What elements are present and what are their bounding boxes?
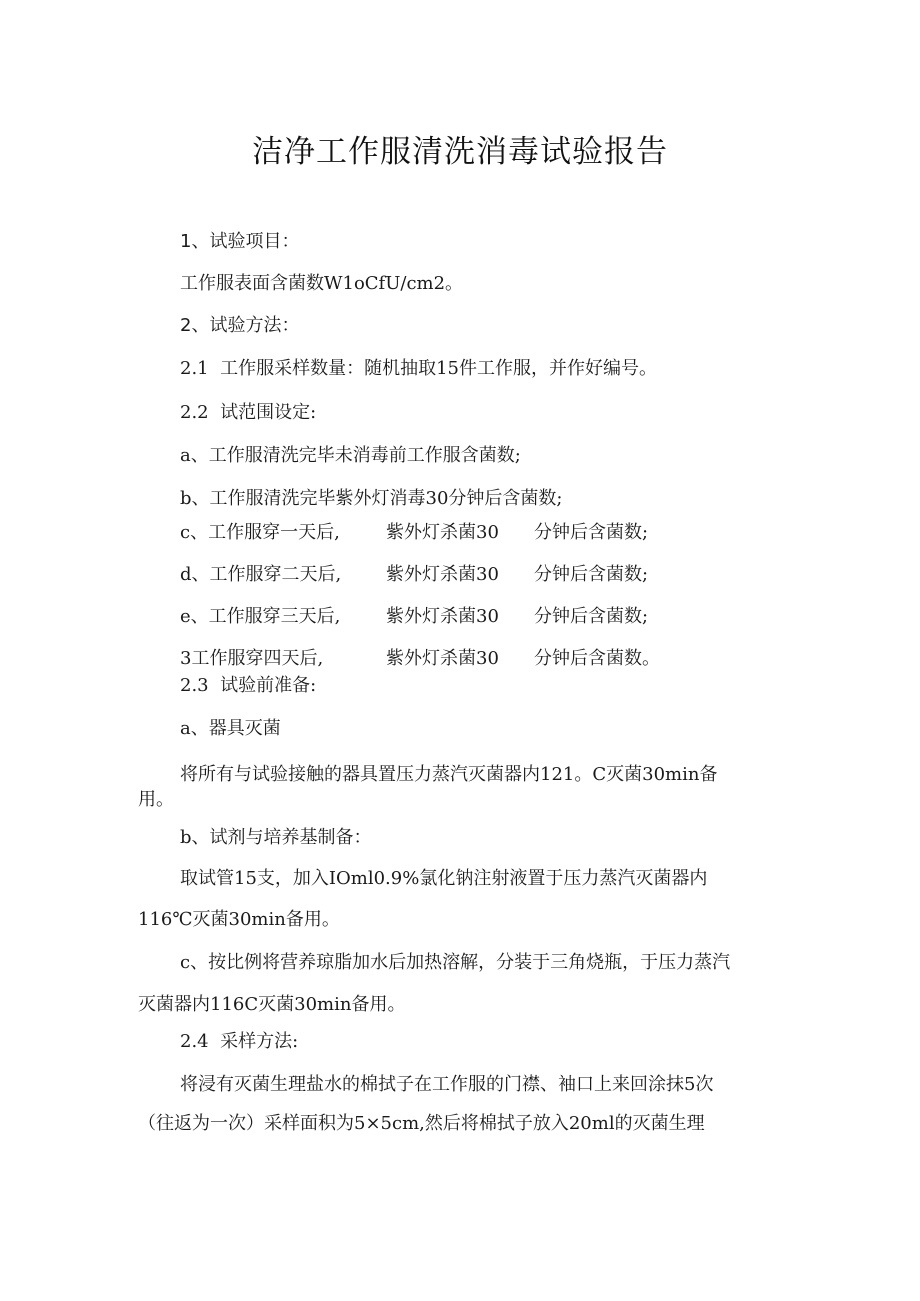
prep-b-line2: 116℃灭菌30min备用。: [138, 909, 340, 930]
section1-heading: 1、试验项目：: [180, 231, 300, 252]
prep-b-line1: 取试管15支，加入IOml0.9%氯化钠注射液置于压力蒸汽灭菌器内: [180, 868, 708, 889]
scope-row-result: 分钟后含菌数;: [534, 564, 649, 585]
document-title: 洁净工作服清洗消毒试验报告: [252, 134, 668, 170]
sampling-line2: （往返为一次）采样面积为5×5cm,然后将棉拭子放入20ml的灭菌生理: [138, 1113, 705, 1134]
scope-item-a: a、工作服清洗完毕未消毒前工作服含菌数;: [180, 445, 521, 466]
scope-row-method: 紫外灯杀菌30: [386, 606, 499, 627]
scope-row-label: c、工作服穿一天后,: [180, 522, 340, 543]
prep-a-line2: 用。: [138, 789, 174, 810]
scope-row-result: 分钟后含菌数。: [534, 648, 660, 669]
scope-row-label: d、工作服穿二天后,: [180, 564, 342, 585]
section2-4-heading: 2.4 采样方法:: [180, 1031, 299, 1052]
sampling-line1: 将浸有灭菌生理盐水的棉拭子在工作服的门襟、袖口上来回涂抹5次: [180, 1074, 714, 1095]
section2-2-heading: 2.2 试范围设定:: [180, 402, 317, 423]
section2-3-heading: 2.3 试验前准备:: [180, 675, 317, 696]
prep-c-line2: 灭菌器内116C灭菌30min备用。: [138, 994, 406, 1015]
prep-a-line1: 将所有与试验接触的器具置压力蒸汽灭菌器内121。C灭菌30min备: [180, 764, 718, 785]
prep-a-heading: a、器具灭菌: [180, 718, 281, 739]
scope-row-method: 紫外灯杀菌30: [386, 564, 499, 585]
prep-c-line1: c、按比例将营养琼脂加水后加热溶解，分装于三角烧瓶，于压力蒸汽: [180, 952, 731, 973]
scope-row-method: 紫外灯杀菌30: [386, 648, 499, 669]
section1-content: 工作服表面含菌数W1oCfU/cm2。: [180, 273, 464, 294]
scope-row-result: 分钟后含菌数;: [534, 606, 649, 627]
prep-b-heading: b、试剂与培养基制备：: [180, 827, 372, 848]
scope-row-method: 紫外灯杀菌30: [386, 522, 499, 543]
scope-row-label: e、工作服穿三天后,: [180, 606, 341, 627]
scope-row-label: 3工作服穿四天后,: [180, 648, 324, 669]
scope-row-result: 分钟后含菌数;: [534, 522, 649, 543]
section2-heading: 2、试验方法：: [180, 315, 300, 336]
section2-1-text: 2.1 工作服采样数量：随机抽取15件工作服，并作好编号。: [180, 358, 657, 379]
scope-item-b: b、工作服清洗完毕紫外灯消毒30分钟后含菌数;: [180, 488, 563, 509]
